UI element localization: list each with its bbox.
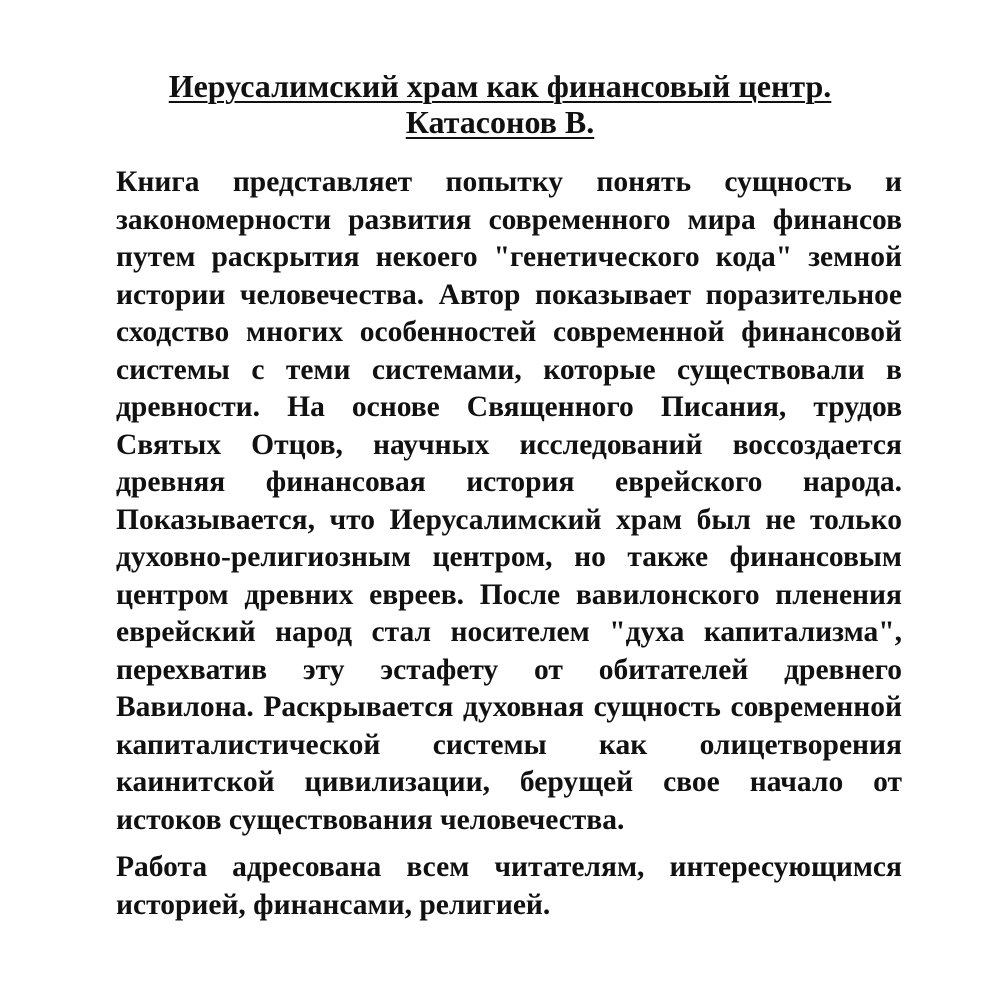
page-title <box>0 68 1000 140</box>
description-paragraph-1: Книга представляет попытку понять сущность и закономерности развития современного мира финансов путем раскрытия некоего "генетического кода" земной истории человечества. Автор показывает поразительное сходство многих особенностей современной финансовой системы с теми системами, которые существовали в древности. На основе Священного Писания, трудов Святых Отцов, научных исследований воссоздается древняя финансовая история еврейского народа. Показывается, что Иерусалимский храм был не только духовно-религиозным центром, но также финансовым центром древних евреев. После вавилонского пленения еврейский народ стал носителем "духа капитализма", перехватив эту эстафету от обитателей древнего Вавилона. Раскрывается духовная сущность современной капиталистической системы как олицетворения каинитской цивилизации, берущей свое начало от истоков существования человечества. <box>116 166 902 836</box>
description-paragraph-2: Работа адресована всем читателям, интересующимся историей, финансами, религией. <box>116 851 902 921</box>
title-line-2: Катасонов В. <box>405 104 595 140</box>
description-body <box>116 164 902 924</box>
title-line-1: Иерусалимский храм как финансовый центр. <box>168 68 832 104</box>
